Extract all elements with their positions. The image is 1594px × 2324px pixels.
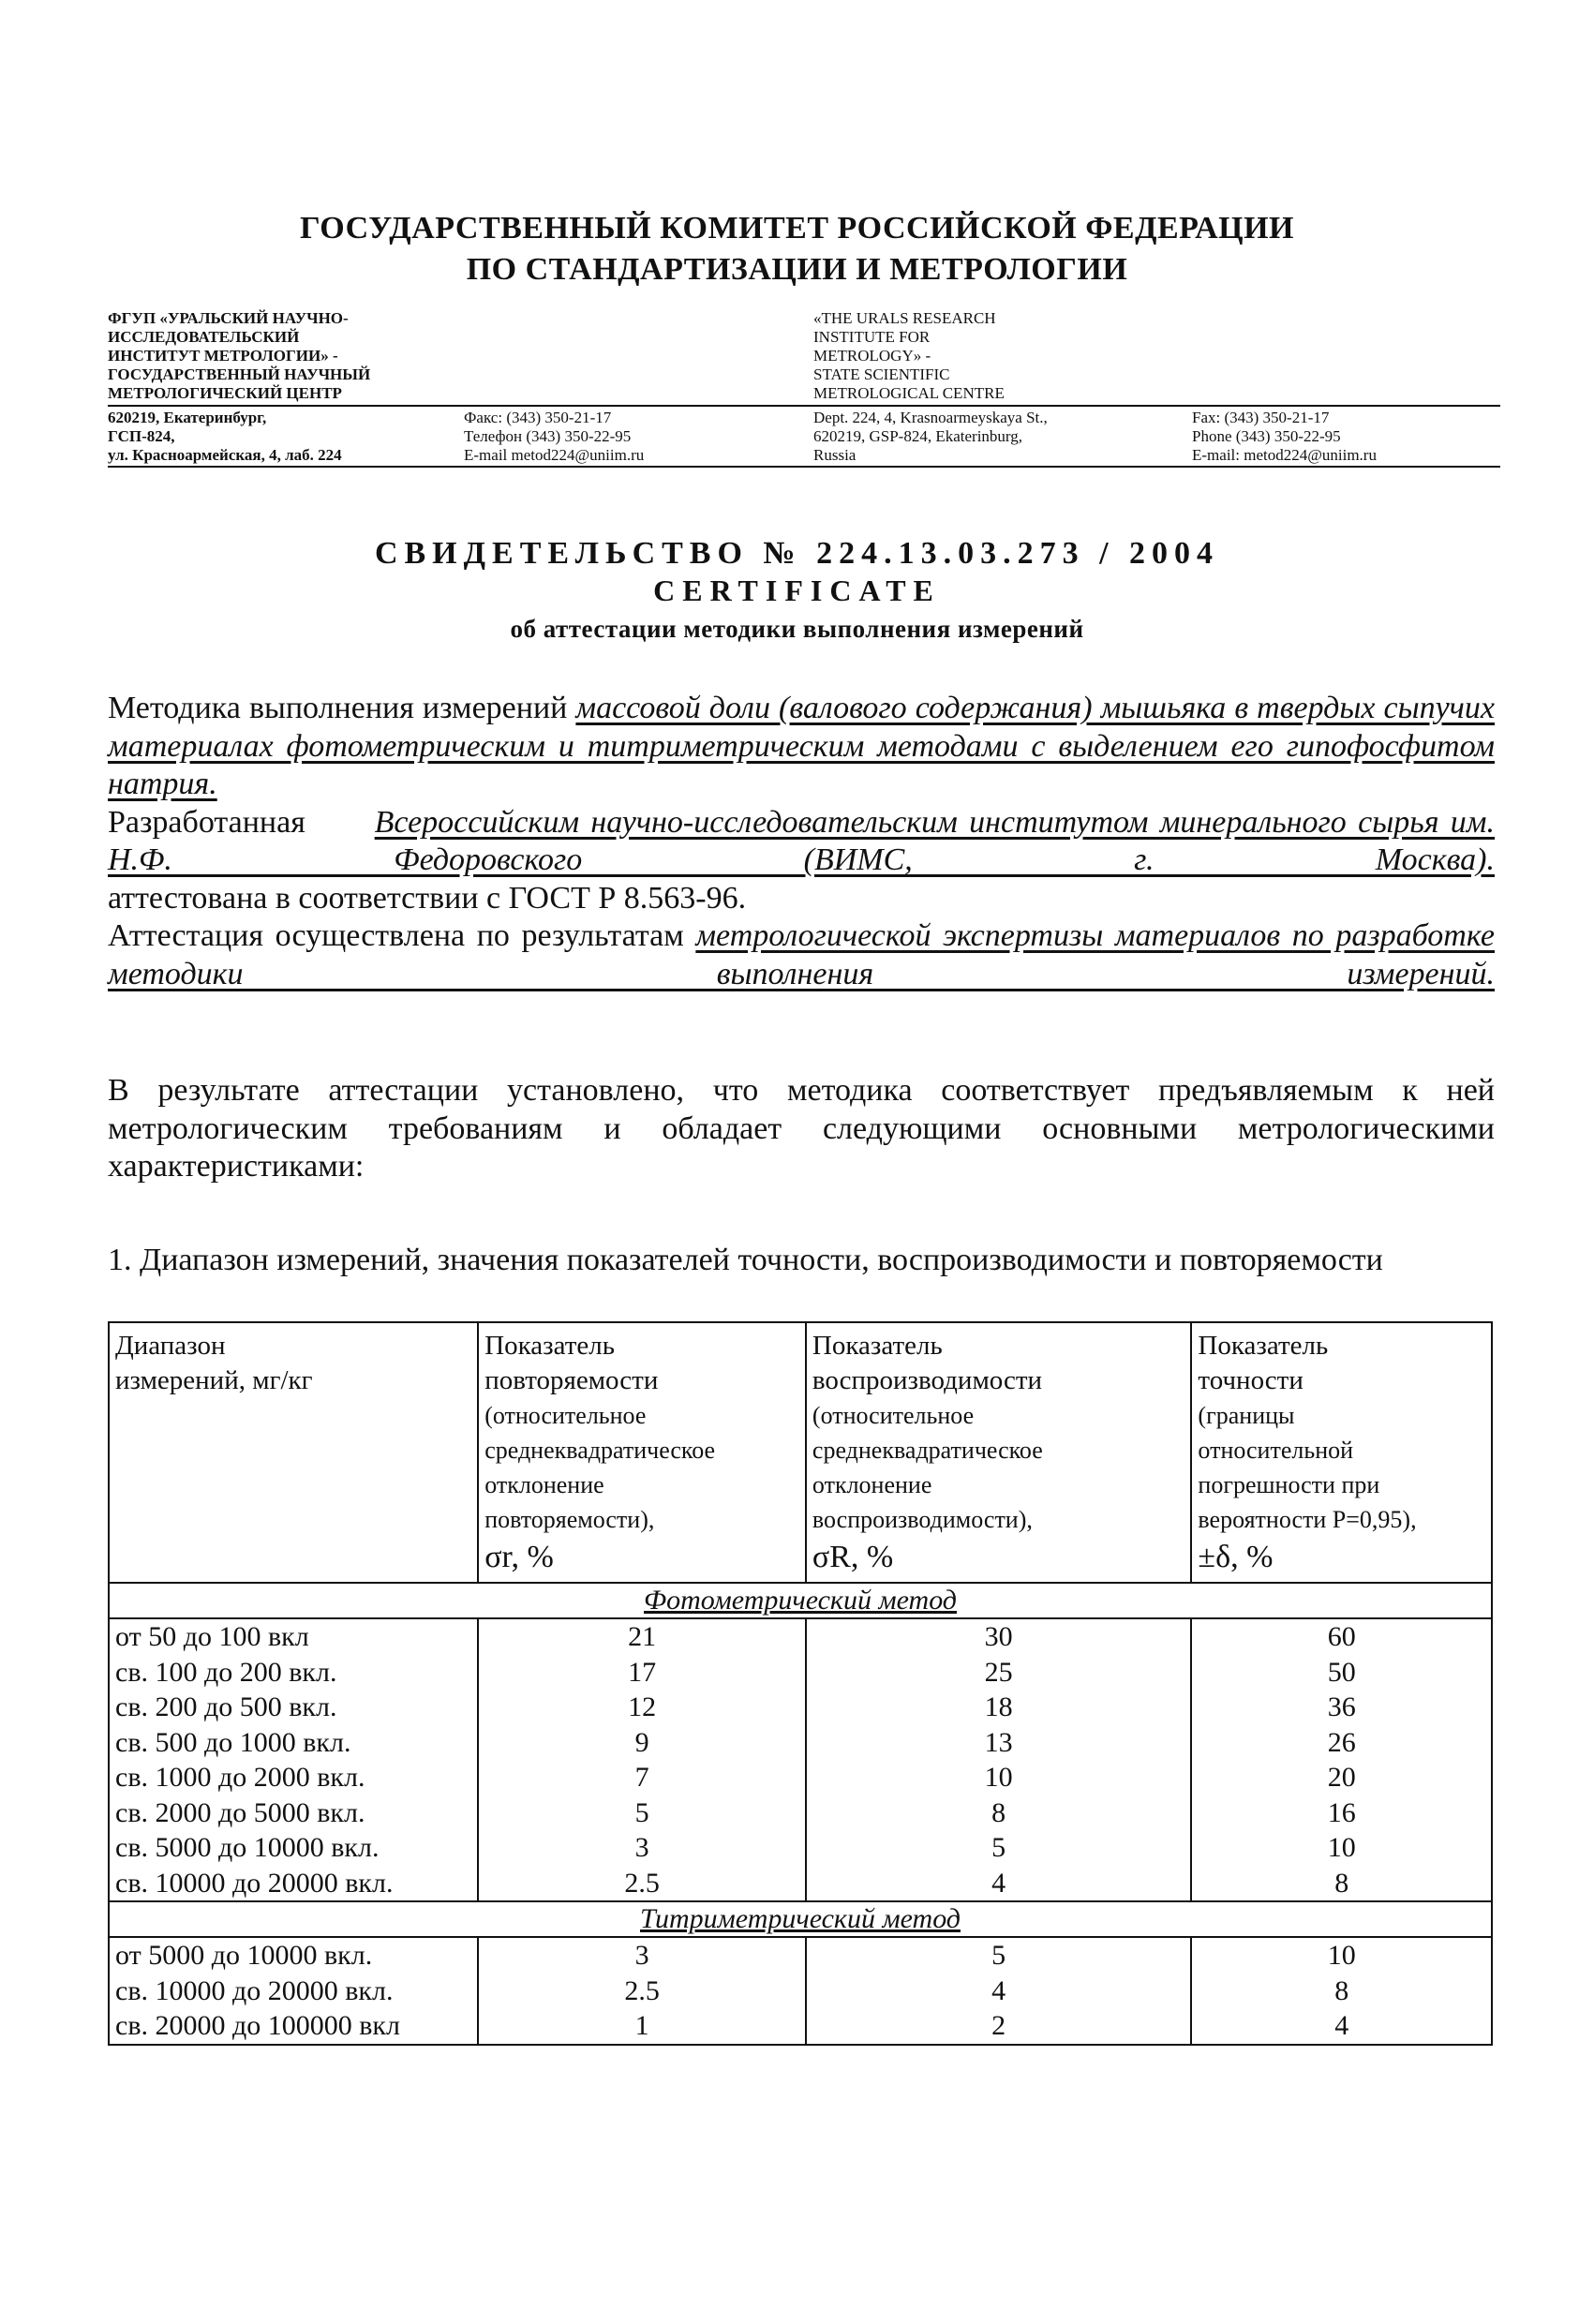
reproducibility-cell: 5: [806, 1830, 1192, 1866]
org-name-ru: ФГУП «УРАЛЬСКИЙ НАУЧНО- ИССЛЕДОВАТЕЛЬСКИЙ ИНСТИТУТ МЕТРОЛОГИИ» - ГОСУДАРСТВЕННЫЙ НАУЧНЫЙ МЕТРОЛОГИЧЕСКИЙ ЦЕНТР: [108, 309, 371, 402]
header-accuracy: Показатель точности (границы относительной погрешности при вероятности P=0,95), ±δ, %: [1191, 1322, 1492, 1583]
table-row: [109, 1690, 1492, 1725]
accuracy-cell: 16: [1191, 1795, 1492, 1831]
address-en: Dept. 224, 4, Krasnoarmeyskaya St., 620219, GSP-824, Ekaterinburg, Russia: [813, 409, 1048, 464]
basis-line: Аттестация осуществлена по результатам метрологической экспертизы материалов по разработке методики выполнения измерений.: [108, 918, 1495, 991]
table-row: [109, 1725, 1492, 1761]
certified-line: аттестована в соответствии с ГОСТ Р 8.563-96.: [108, 880, 747, 916]
table-row: [109, 1618, 1492, 1655]
header-divider-bottom: [108, 466, 1500, 468]
conclusion-paragraph: В результате аттестации установлено, что методика соответствует предъявляемым к ней метрологическим требованиям и обладает следующими основными метрологическими характеристиками:: [108, 1073, 1495, 1184]
accuracy-cell: 26: [1191, 1725, 1492, 1761]
reproducibility-cell: 8: [806, 1795, 1192, 1831]
table-row: [109, 1760, 1492, 1795]
accuracy-cell: 36: [1191, 1690, 1492, 1725]
photometric-label: Фотометрический метод: [109, 1583, 1492, 1618]
committee-header: [0, 208, 1594, 290]
table-row: [109, 1866, 1492, 1902]
reproducibility-cell: 5: [806, 1937, 1192, 1974]
certificate-subtitle: об аттестации методики выполнения измерений: [510, 615, 1084, 643]
developer-line: Разработанная Всероссийским научно-исследовательским институтом минерального сырья им. Н.Ф. Федоровского (ВИМС, г. Москва).: [108, 804, 1496, 877]
range-cell: от 5000 до 10000 вкл.: [109, 1937, 478, 1974]
photometric-rows: [109, 1618, 1492, 1901]
header-reproducibility: Показатель воспроизводимости (относительное среднеквадратическое отклонение воспроизводимости), σR, %: [806, 1322, 1192, 1583]
repeatability-cell: 7: [478, 1760, 806, 1795]
metrology-table: [108, 1321, 1493, 2046]
range-cell: св. 100 до 200 вкл.: [109, 1655, 478, 1691]
org-name-en: «THE URALS RESEARCH INSTITUTE FOR METROLOGY» - STATE SCIENTIFIC METROLOGICAL CENTRE: [813, 309, 1005, 402]
address-ru: 620219, Екатеринбург, ГСП-824, ул. Красноармейская, 4, лаб. 224: [108, 409, 342, 464]
reproducibility-cell: 4: [806, 1866, 1192, 1902]
titrimetric-section-row: [109, 1901, 1492, 1937]
range-cell: св. 10000 до 20000 вкл.: [109, 1866, 478, 1902]
table-row: [109, 2008, 1492, 2045]
header-range: Диапазон измерений, мг/кг: [109, 1322, 478, 1583]
repeatability-cell: 1: [478, 2008, 806, 2045]
repeatability-cell: 2.5: [478, 1866, 806, 1902]
table-row: [109, 1830, 1492, 1866]
reproducibility-cell: 25: [806, 1655, 1192, 1691]
repeatability-cell: 5: [478, 1795, 806, 1831]
range-cell: св. 200 до 500 вкл.: [109, 1690, 478, 1725]
table-row: [109, 1795, 1492, 1831]
accuracy-cell: 20: [1191, 1760, 1492, 1795]
repeatability-cell: 12: [478, 1690, 806, 1725]
range-cell: св. 5000 до 10000 вкл.: [109, 1830, 478, 1866]
repeatability-cell: 3: [478, 1830, 806, 1866]
accuracy-cell: 10: [1191, 1937, 1492, 1974]
method-subject: массовой доли (валового содержания) мышьяка в твердых сыпучих материалах фотометрическим и титриметрическим методами с выделением его гипофосфитом натрия.: [108, 691, 1495, 801]
reproducibility-cell: 2: [806, 2008, 1192, 2045]
table-row: [109, 1937, 1492, 1974]
range-cell: св. 2000 до 5000 вкл.: [109, 1795, 478, 1831]
accuracy-cell: 50: [1191, 1655, 1492, 1691]
header-divider-top: [108, 405, 1500, 407]
committee-line-2: ПО СТАНДАРТИЗАЦИИ И МЕТРОЛОГИИ: [466, 252, 1128, 287]
repeatability-cell: 21: [478, 1618, 806, 1655]
accuracy-cell: 4: [1191, 2008, 1492, 2045]
reproducibility-cell: 10: [806, 1760, 1192, 1795]
contacts-ru: Факс: (343) 350-21-17 Телефон (343) 350-22-95 E-mail metod224@uniim.ru: [464, 409, 645, 464]
section-1-title: 1. Диапазон измерений, значения показателей точности, воспроизводимости и повторяемости: [108, 1243, 1383, 1277]
table-row: [109, 1974, 1492, 2009]
photometric-section-row: [109, 1583, 1492, 1618]
table-row: [109, 1655, 1492, 1691]
contacts-en: Fax: (343) 350-21-17 Phone (343) 350-22-95 E-mail: metod224@uniim.ru: [1192, 409, 1377, 464]
accuracy-cell: 10: [1191, 1830, 1492, 1866]
accuracy-cell: 60: [1191, 1618, 1492, 1655]
titrimetric-rows: [109, 1937, 1492, 2045]
repeatability-cell: 2.5: [478, 1974, 806, 2009]
accuracy-cell: 8: [1191, 1866, 1492, 1902]
accuracy-cell: 8: [1191, 1974, 1492, 2009]
repeatability-cell: 9: [478, 1725, 806, 1761]
table-header-row: [109, 1322, 1492, 1583]
header-repeatability: Показатель повторяемости (относительное среднеквадратическое отклонение повторяемости), σr, %: [478, 1322, 806, 1583]
repeatability-cell: 17: [478, 1655, 806, 1691]
range-cell: св. 500 до 1000 вкл.: [109, 1725, 478, 1761]
reproducibility-cell: 13: [806, 1725, 1192, 1761]
reproducibility-cell: 4: [806, 1974, 1192, 2009]
basis-text: метрологической экспертизы материалов по разработке методики выполнения измерений.: [108, 918, 1495, 991]
range-cell: от 50 до 100 вкл: [109, 1618, 478, 1655]
titrimetric-label: Титриметрический метод: [109, 1901, 1492, 1937]
certificate-title-en: CERTIFICATE: [653, 574, 941, 607]
reproducibility-cell: 18: [806, 1690, 1192, 1725]
method-subject-line: Методика выполнения измерений массовой доли (валового содержания) мышьяка в твердых сыпучих материалах фотометрическим и титриметрическим методами с выделением его гипофосфитом натрия.: [108, 691, 1495, 801]
certificate-title-ru: СВИДЕТЕЛЬСТВО № 224.13.03.273 / 2004: [374, 536, 1220, 571]
range-cell: св. 20000 до 100000 вкл: [109, 2008, 478, 2045]
developer-name: Всероссийским научно-исследовательским институтом минерального сырья им. Н.Ф. Федоровского (ВИМС, г. Москва).: [108, 804, 1496, 877]
range-cell: св. 1000 до 2000 вкл.: [109, 1760, 478, 1795]
reproducibility-cell: 30: [806, 1618, 1192, 1655]
committee-line-1: ГОСУДАРСТВЕННЫЙ КОМИТЕТ РОССИЙСКОЙ ФЕДЕРАЦИИ: [300, 211, 1294, 246]
range-cell: св. 10000 до 20000 вкл.: [109, 1974, 478, 2009]
repeatability-cell: 3: [478, 1937, 806, 1974]
method-description: [108, 690, 1495, 993]
